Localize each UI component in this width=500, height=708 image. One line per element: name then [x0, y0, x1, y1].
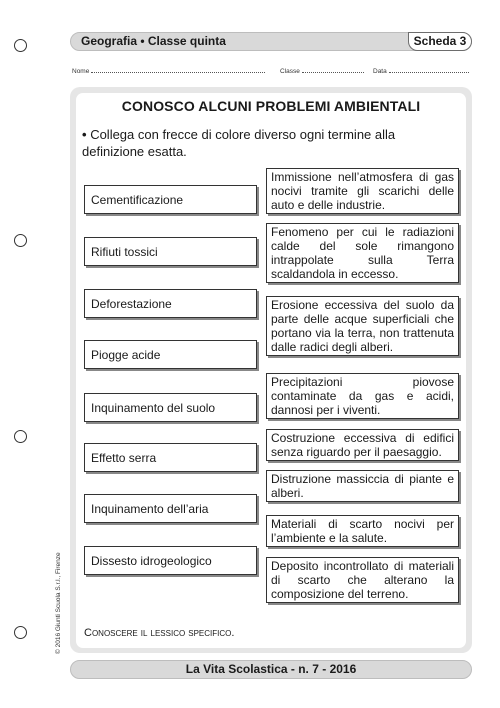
term-box[interactable]: Effetto serra [84, 443, 257, 472]
binder-hole [14, 39, 27, 52]
term-box[interactable]: Deforestazione [84, 289, 257, 318]
footer-bar: La Vita Scolastica - n. 7 - 2016 [70, 660, 472, 679]
class-line [302, 66, 364, 73]
copyright-note: © 2016 Giunti Scuola S.r.l., Firenze [55, 552, 62, 654]
header-subject: Geografia • Classe quinta [81, 34, 226, 48]
page-title: CONOSCO ALCUNI PROBLEMI AMBIENTALI [121, 98, 421, 114]
name-label: Nome [72, 68, 90, 75]
binder-hole [14, 430, 27, 443]
instruction-text: Collega con frecce di colore diverso ogni termine alla definizione esatta. [82, 127, 396, 159]
term-box[interactable]: Piogge acide [84, 340, 257, 369]
header-bar [70, 32, 472, 51]
definition-box[interactable]: Distruzione massiccia di piante e alberi. [266, 470, 459, 502]
definition-box[interactable]: Fenomeno per cui le radiazioni calde del sole rimangono intrappolate sulla Terra scaldandola in eccesso. [266, 223, 459, 283]
date-label: Data [373, 68, 387, 75]
instruction [82, 126, 457, 160]
skill-note: Conoscere il lessico specifico. [84, 627, 235, 639]
term-box[interactable]: Cementificazione [84, 185, 257, 214]
sheet-number: Scheda 3 [408, 32, 472, 51]
class-field [280, 66, 364, 75]
binder-hole [14, 234, 27, 247]
date-field [373, 66, 469, 75]
term-box[interactable]: Dissesto idrogeologico [84, 546, 257, 575]
definition-box[interactable]: Erosione eccessiva del suolo da parte delle acque superficiali che portano via la terra, non trattenuta dalle radici degli alberi. [266, 296, 459, 356]
name-line [91, 66, 265, 73]
definition-box[interactable]: Immissione nell’atmosfera di gas nocivi tramite gli scarichi delle auto e delle industrie. [266, 168, 459, 214]
definition-box[interactable]: Precipitazioni piovose contaminate da gas e acidi, dannosi per i viventi. [266, 373, 459, 419]
class-label: Classe [280, 68, 300, 75]
name-field [72, 66, 265, 75]
binder-hole [14, 626, 27, 639]
bullet-icon: • [82, 127, 87, 142]
term-box[interactable]: Rifiuti tossici [84, 237, 257, 266]
term-box[interactable]: Inquinamento del suolo [84, 393, 257, 422]
definition-box[interactable]: Costruzione eccessiva di edifici senza riguardo per il paesaggio. [266, 429, 459, 461]
date-line [389, 66, 469, 73]
definition-box[interactable]: Deposito incontrollato di materiali di scarto che alterano la composizione del terreno. [266, 557, 459, 603]
term-box[interactable]: Inquinamento dell’aria [84, 494, 257, 523]
definition-box[interactable]: Materiali di scarto nocivi per l’ambiente e la salute. [266, 515, 459, 547]
